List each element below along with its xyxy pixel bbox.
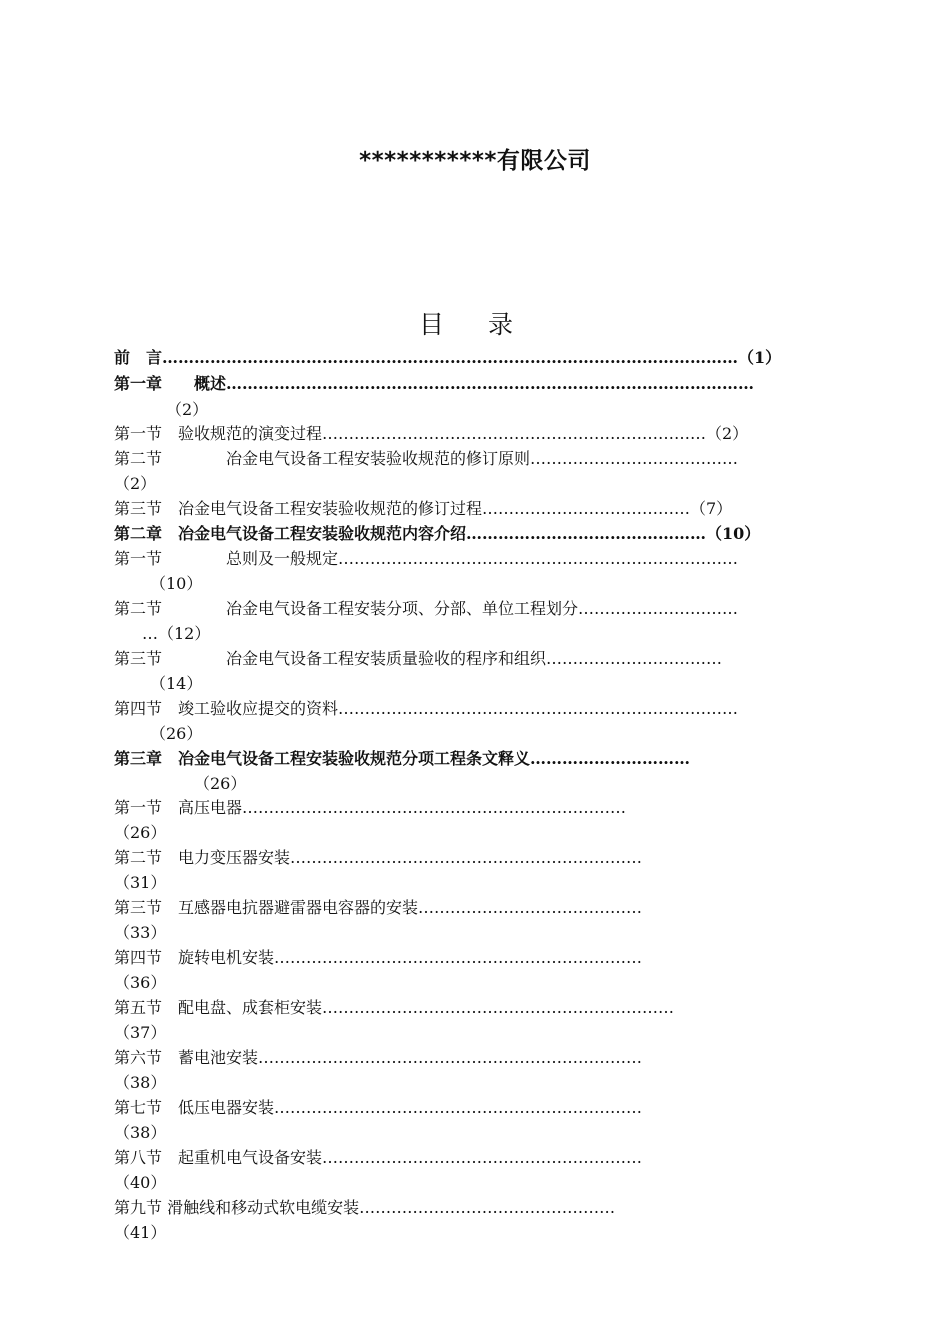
toc-entry-section: 第二节 电力变压器安装………………………………………………………… (114, 848, 643, 867)
toc-entry-preface: 前 言………………………………………………………………………………………………（1） (114, 348, 782, 367)
toc-page-number: …（12） (142, 624, 211, 643)
company-name: ***********有限公司 (359, 148, 591, 174)
toc-page-number: （26） (194, 774, 247, 793)
toc-page-number: （31） (114, 873, 167, 892)
toc-entry-section: 第二节 冶金电气设备工程安装分项、分部、单位工程划分………………………… (114, 599, 739, 618)
toc-page-number: （26） (114, 823, 167, 842)
toc-entry-section: 第二节 冶金电气设备工程安装验收规范的修订原则………………………………… (114, 449, 739, 468)
toc-page-number: （2） (166, 400, 209, 419)
toc-page-number: （41） (114, 1223, 167, 1242)
toc-entry-section: 第三节 冶金电气设备工程安装验收规范的修订过程…………………………………（7） (114, 499, 733, 518)
toc-page-number: （40） (114, 1173, 167, 1192)
toc-entry-chapter-2: 第二章 冶金电气设备工程安装验收规范内容介绍………………………………………（10） (114, 524, 761, 543)
toc-page-number: （2） (114, 474, 157, 493)
toc-entry-section: 第三节 冶金电气设备工程安装质量验收的程序和组织…………………………… (114, 649, 723, 668)
toc-entry-section: 第九节 滑触线和移动式软电缆安装………………………………………… (114, 1198, 616, 1217)
toc-page-number: （33） (114, 923, 167, 942)
toc-page-number: （26） (150, 724, 203, 743)
toc-entry-chapter-3: 第三章 冶金电气设备工程安装验收规范分项工程条文释义………………………… (114, 749, 691, 768)
toc-entry-section: 第四节 竣工验收应提交的资料………………………………………………………………… (114, 699, 739, 718)
toc-entry-chapter-1: 第一章 概述……………………………………………………………………………………… (114, 374, 755, 393)
toc-entry-section: 第六节 蓄电池安装……………………………………………………………… (114, 1048, 643, 1067)
toc-entry-section: 第三节 互感器电抗器避雷器电容器的安装…………………………………… (114, 898, 643, 917)
toc-page-number: （37） (114, 1023, 167, 1042)
toc-page-number: （36） (114, 973, 167, 992)
toc-entry-section: 第四节 旋转电机安装…………………………………………………………… (114, 948, 643, 967)
toc-title: 目 录 (419, 310, 531, 339)
toc-entry-section: 第八节 起重机电气设备安装…………………………………………………… (114, 1148, 643, 1167)
toc-page-number: （10） (150, 574, 203, 593)
toc-page-number: （14） (150, 674, 203, 693)
toc-entry-section: 第一节 验收规范的演变过程………………………………………………………………（2） (114, 424, 749, 443)
toc-entry-section: 第一节 总则及一般规定………………………………………………………………… (114, 549, 739, 568)
toc-entry-section: 第一节 高压电器……………………………………………………………… (114, 798, 627, 817)
toc-page-number: （38） (114, 1123, 167, 1142)
toc-entry-section: 第七节 低压电器安装…………………………………………………………… (114, 1098, 643, 1117)
toc-entry-section: 第五节 配电盘、成套柜安装………………………………………………………… (114, 998, 675, 1017)
toc-page-number: （38） (114, 1073, 167, 1092)
